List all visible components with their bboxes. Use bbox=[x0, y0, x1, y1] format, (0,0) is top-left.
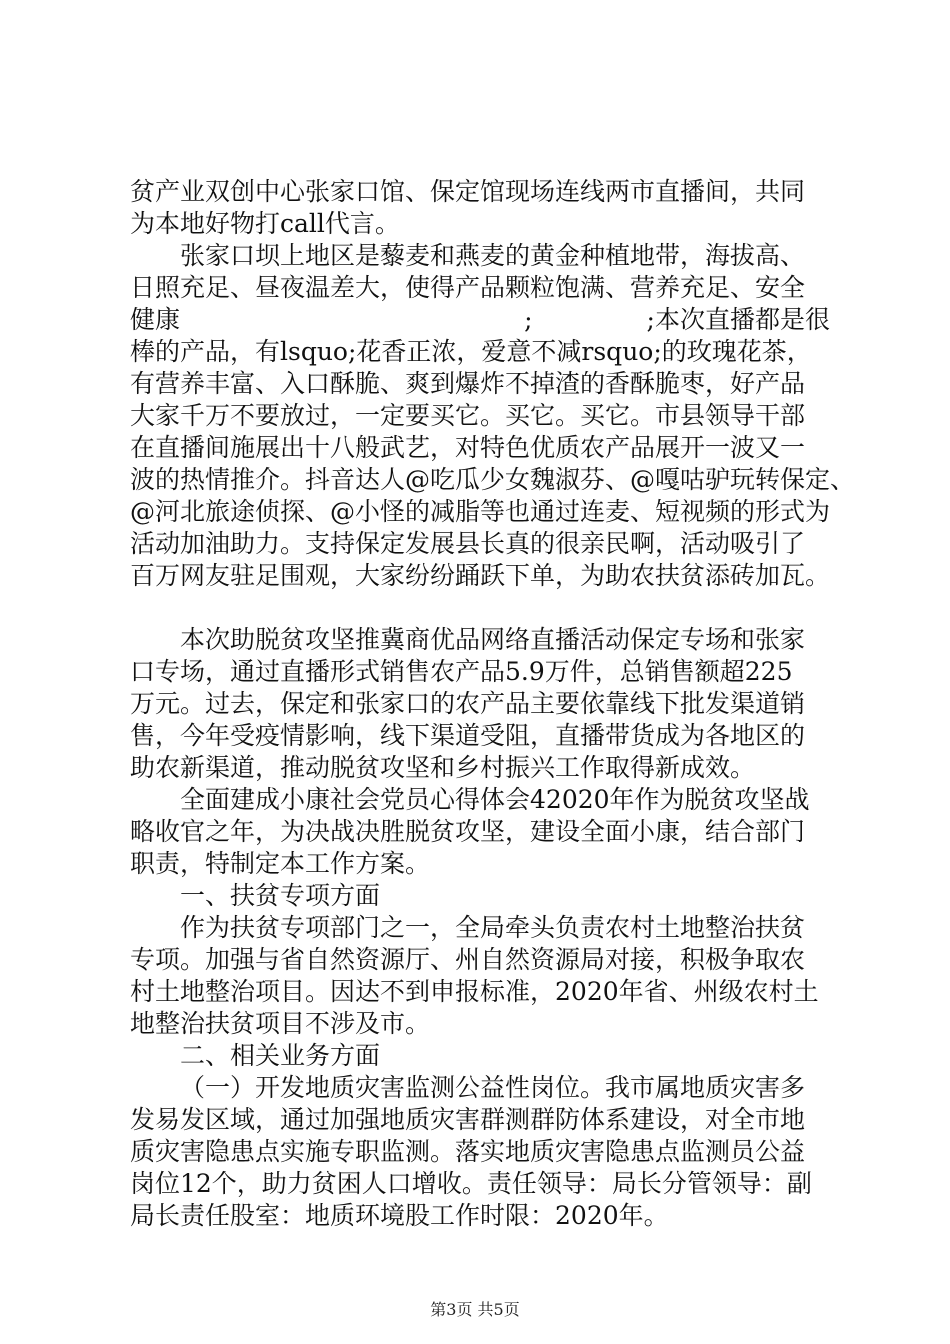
text-line: 助农新渠道，推动脱贫攻坚和乡村振兴工作取得新成效。 bbox=[130, 753, 756, 782]
text-line: 张家口坝上地区是藜麦和燕麦的黄金种植地带，海拔高、 bbox=[180, 241, 806, 270]
text-line: 棒的产品，有lsquo;花香正浓，爱意不减rsquo;的玫瑰花茶， bbox=[130, 337, 812, 366]
text-line: @河北旅途侦探、@小怪的减脂等也通过连麦、短视频的形式为 bbox=[130, 497, 831, 526]
text-line: 专项。加强与省自然资源厅、州自然资源局对接，积极争取农 bbox=[130, 945, 806, 974]
text-line: 日照充足、昼夜温差大，使得产品颗粒饱满、营养充足、安全 bbox=[130, 273, 806, 302]
text-line-split bbox=[130, 304, 830, 336]
text-line: 贫产业双创中心张家口馆、保定馆现场连线两市直播间，共同 bbox=[130, 177, 806, 206]
text-line: 质灾害隐患点实施专职监测。落实地质灾害隐患点监测员公益 bbox=[130, 1137, 806, 1166]
text-line: 局长责任股室：地质环境股工作时限：2020年。 bbox=[130, 1201, 669, 1230]
text-fragment: 健康 bbox=[130, 305, 181, 334]
section-heading: 二、相关业务方面 bbox=[180, 1041, 381, 1070]
text-line: 活动加油助力。支持保定发展县长真的很亲民啊，活动吸引了 bbox=[130, 529, 806, 558]
text-line: 发易发区域，通过加强地质灾害群测群防体系建设，对全市地 bbox=[130, 1105, 806, 1134]
page-indicator: 第3页 共5页 bbox=[430, 1300, 520, 1319]
text-line: 岗位12个，助力贫困人口增收。责任领导：局长分管领导：副 bbox=[130, 1169, 812, 1198]
text-line: （一）开发地质灾害监测公益性岗位。我市属地质灾害多 bbox=[180, 1073, 806, 1102]
text-line: 村土地整治项目。因达不到申报标准，2020年省、州级农村土 bbox=[130, 977, 819, 1006]
text-line: 口专场，通过直播形式销售农产品5.9万件，总销售额超225 bbox=[130, 657, 793, 686]
text-line: 万元。过去，保定和张家口的农产品主要依靠线下批发渠道销 bbox=[130, 689, 806, 718]
text-fragment: ;本次直播都是很 bbox=[646, 305, 830, 334]
text-line: 在直播间施展出十八般武艺，对特色优质农产品展开一波又一 bbox=[130, 433, 806, 462]
text-line: 百万网友驻足围观，大家纷纷踊跃下单，为助农扶贫添砖加瓦。 bbox=[130, 561, 831, 590]
text-line: 地整治扶贫项目不涉及市。 bbox=[130, 1009, 431, 1038]
text-line: 大家千万不要放过，一定要买它。买它。买它。市县领导干部 bbox=[130, 401, 806, 430]
text-line: 略收官之年，为决战决胜脱贫攻坚，建设全面小康，结合部门 bbox=[130, 817, 806, 846]
text-line: 售，今年受疫情影响，线下渠道受阻，直播带货成为各地区的 bbox=[130, 721, 806, 750]
text-line: 本次助脱贫攻坚推冀商优品网络直播活动保定专场和张家 bbox=[180, 625, 806, 654]
text-line: 职责，特制定本工作方案。 bbox=[130, 849, 431, 878]
text-fragment: ; bbox=[524, 305, 533, 334]
text-line: 有营养丰富、入口酥脆、爽到爆炸不掉渣的香酥脆枣，好产品 bbox=[130, 369, 806, 398]
text-line: 全面建成小康社会党员心得体会42020年作为脱贫攻坚战 bbox=[180, 785, 810, 814]
text-line: 波的热情推介。抖音达人@吃瓜少女魏淑芬、@嘎咕驴玩转保定、 bbox=[130, 465, 856, 494]
section-heading: 一、扶贫专项方面 bbox=[180, 881, 381, 910]
text-line: 为本地好物打call代言。 bbox=[130, 209, 400, 238]
text-line: 作为扶贫专项部门之一，全局牵头负责农村土地整治扶贫 bbox=[180, 913, 806, 942]
